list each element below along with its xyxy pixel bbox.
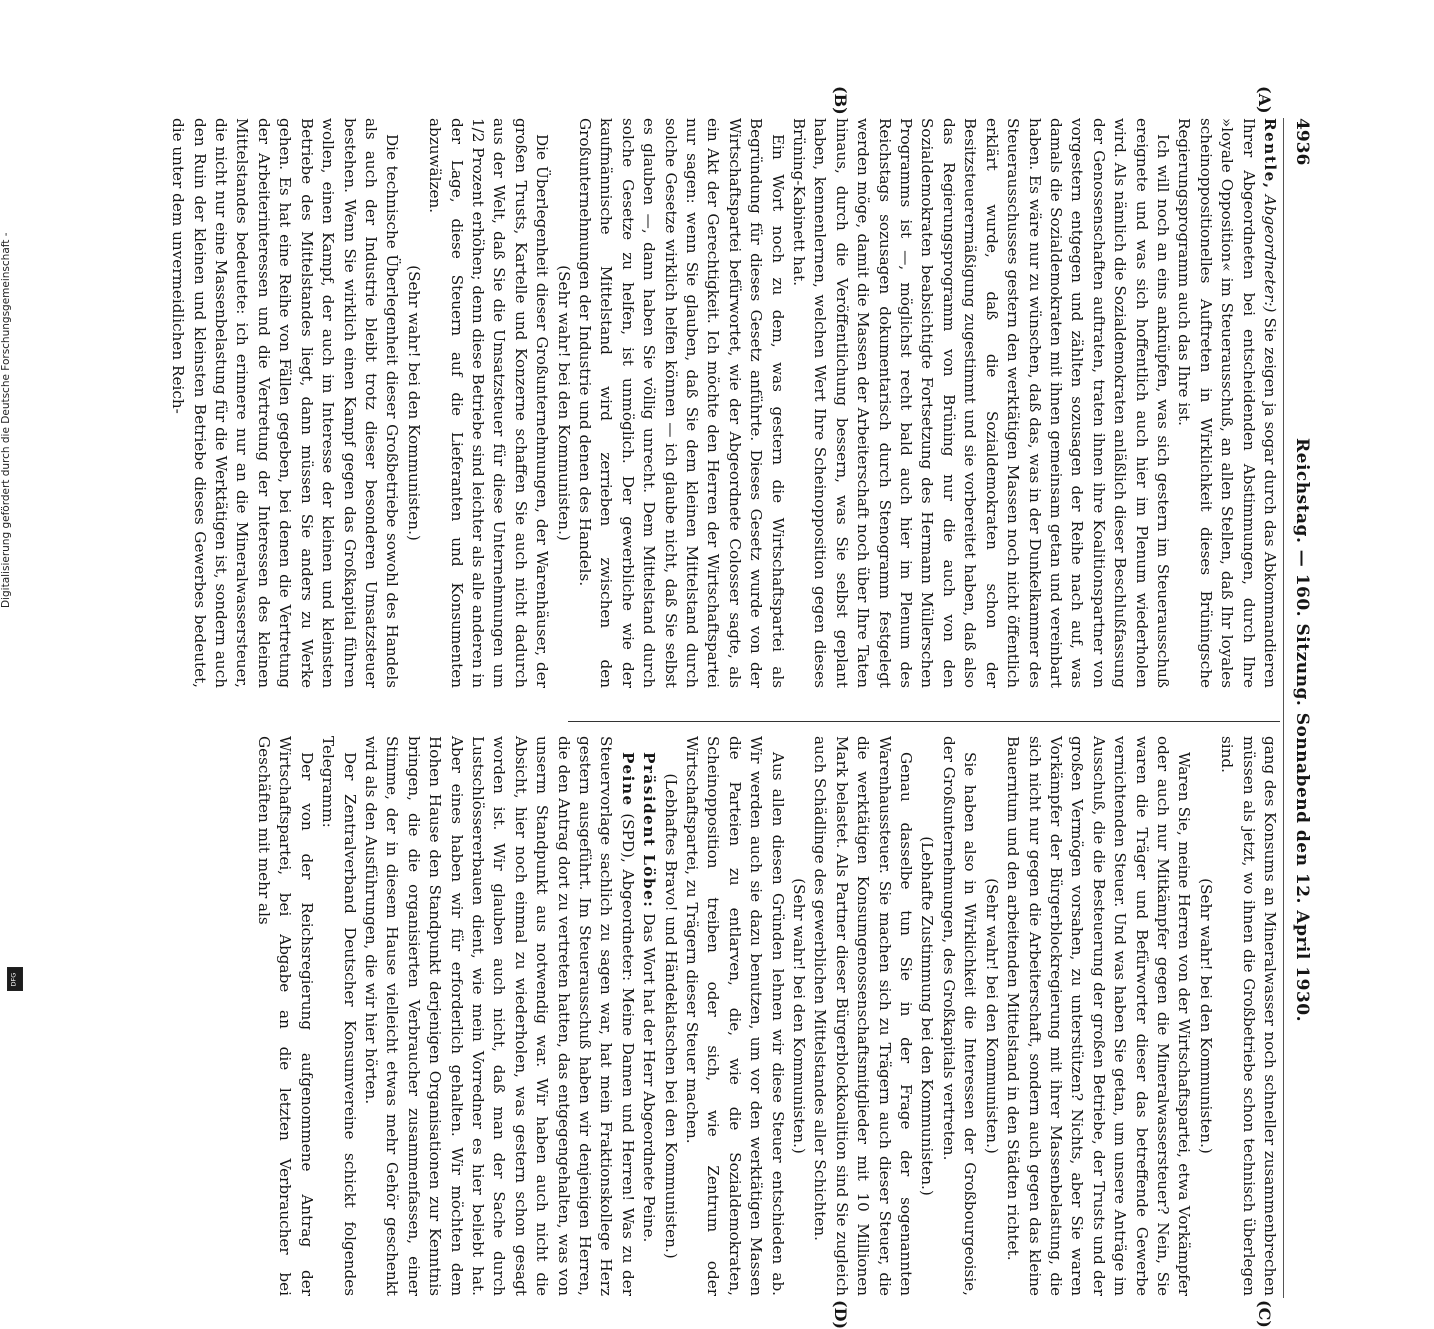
paragraph-text: (SPD), Abgeordneter: Meine Damen und Herren! Was zu der Steuervorlage sachlich zu sagen war, hat mein Fraktionskollege Herz gestern ausgeführt. Im Steuerausschuß haben wir denjenigen Herren, die den Antrag dort zu vertreten hatten, das entgegengehalten, was von unserm Standpunkt aus notwendig war. Wir haben auch nicht die Absicht, hier noch einmal zu wiederholen, was gestern schon gesagt worden ist. Wir glauben auch nicht, daß man der Sache durch Lustschlössererbauen dient, wie mein Vorredner es hier beliebt hat. Aber eines haben wir für erforderlich gehalten. Wir möchten dem Hohen Hause den Standpunkt derjenigen Organisationen zur Kenntnis bringen, die die organisierten Verbraucher zusammenfassen, einer Stimme, der in diesem Hause vielleicht etwas mehr Gehör geschenkt wird als den Ausführungen, die wir hier hörten. xyxy=(361,736,637,1296)
right-text-column xyxy=(254,736,1280,1296)
margin-mark-d: (D) xyxy=(831,1300,850,1329)
paragraph-text: Das Wort hat der Herr Abgeordnete Peine. xyxy=(640,913,659,1243)
left-text-column xyxy=(169,118,1280,689)
dfg-logo-icon xyxy=(7,967,23,991)
paragraph: Genau dasselbe tun Sie in der Frage der sogenannten Warenhaussteuer. Sie machen sich zu Trägern auch dieser Steuer, die die werktätigen Konsumgenossenschaftsmitglieder mit 10 Millionen Mark belastet. Als Partner dieser Bürgerblockkoalition sind Sie zugleich auch Schädlinge des gewerblichen Mittelstandes aller Schichten. xyxy=(811,736,916,1296)
paragraph: Der Zentralverband Deutscher Konsumvereine schickt folgendes Telegramm: xyxy=(319,736,359,1296)
interjection: (Sehr wahr! bei den Kommunisten.) xyxy=(404,265,423,541)
paragraph: Die technische Überlegenheit dieser Großbetriebe sowohl des Handels als auch der Industrie bleibt trotz dieser besonderen Umsatzsteuer bestehen. Wenn Sie wirklich einen Kampf gegen das Großkapital führen wollen, einen Kampf, der auch im Interesse der kleinen und kleinsten Betriebe des Mittelstandes liegt, dann müssen Sie anders zu Werke gehen. Es hat eine Reihe von Fällen gegeben, bei denen die Vertretung der Arbeiterinteressen und die Vertretung der Interessen des kleinen Mittelstandes bedeutete: ich erinnere nur an die Mineralwassersteuer, die nicht nur eine Massenbelastung für die Werktätigen ist, sondern auch den Ruin der kleinen und kleinsten Betriebe dieses Gewerbes bedeutet, die unter dem unvermeidlichen Reich- xyxy=(169,118,402,688)
paragraph: Die Überlegenheit dieser Großunternehmungen, der Warenhäuser, der großen Trusts, Kartelle und Konzerne schaffen Sie auch nicht dadurch aus der Welt, daß Sie die Umsatzsteuer für diese Unternehmungen um 1/2 Prozent erhöhen; denn diese Betriebe sind leichter als alle anderen in der Lage, diese Steuern auf die Lieferanten und Konsumenten abzuwälzen. xyxy=(426,118,552,688)
header-rule xyxy=(1283,118,1284,1298)
interjection: (Sehr wahr! bei den Kommunisten.) xyxy=(1196,878,1215,1154)
paragraph: Der von der Reichsregierung aufgenommene Antrag der Wirtschaftspartei, bei Abgabe an die letzten Verbraucher bei Geschäften mit mehr als xyxy=(254,736,316,1296)
paragraph: gang des Konsums an Mineralwasser noch schneller zusammenbrechen müssen als jetzt, wo ihnen die Großbetriebe schon technisch überlegen sind. xyxy=(1218,736,1279,1296)
paragraph: Ein Wort noch zu dem, was gestern die Wirtschaftspartei als Begründung für dieses Gesetz anführte. Dieses Gesetz wurde von der Wirtschaftspartei befürwortet, wie der Abgeordnete Colosser sagte, als ein Akt der Gerechtigkeit. Ich möchte den Herren der Wirtschaftspartei nur sagen: wenn Sie glauben, daß Sie dem kleinen Mittelstand durch solche Gesetze wirklich helfen können — ich glaube nicht, daß Sie selbst es glauben —, dann haben Sie völlig unrecht. Dem Mittelstand durch solche Gesetze zu helfen, ist unmöglich. Der gewerbliche wie der kaufmännische Mittelstand wird zerrieben zwischen den Großunternehmungen der Industrie und denen des Handels. xyxy=(576,118,787,688)
dfg-logo-text: DFG xyxy=(9,972,18,987)
paragraph: Waren Sie, meine Herren von der Wirtschaftspartei, etwa Vorkämpfer oder auch nur Mitkämpfer gegen die Mineralwassersteuer? Nein, Sie waren die Träger und Befürworter dieser das betreffende Gewerbe vernichtenden Steuer. Und was haben Sie getan, um unsere Anträge im Ausschuß, die die Besteuerung der großen Betriebe, der Trusts und der großen Vermögen vorsahen, zu unterstützen? Nichts, aber Sie waren Vorkämpfer der Bürgerblockregierung mit ihrer Massenbelastung, die sich nicht nur gegen die Arbeiterschaft, sondern auch gegen das kleine Bauerntum und den arbeitenden Mittelstand in den Städten richtet. xyxy=(1004,736,1194,1296)
paragraph: Sie haben also in Wirklichkeit die Interessen der Großbourgeoisie, der Großunternehmungen, des Großkapitals vertreten. xyxy=(939,736,980,1296)
interjection: (Lebhaftes Bravo! und Händeklatschen bei den Kommunisten.) xyxy=(661,773,680,1259)
paragraph xyxy=(1173,118,1280,688)
paragraph: Aus allen diesen Gründen lehnen wir diese Steuer entschieden ab. Wir werden auch sie dazu benutzen, um vor den werktätigen Massen die Parteien zu entlarven, die, wie die Sozialdemokraten, Scheinopposition treiben oder sich, wie Zentrum oder Wirtschaftspartei, zu Trägern dieser Steuer machen. xyxy=(683,736,787,1296)
margin-mark-a: (A) xyxy=(1255,86,1274,114)
margin-mark-c: (C) xyxy=(1255,1300,1274,1328)
speaker-name: Rentle, xyxy=(1261,118,1279,190)
interjection: (Lebhafte Zustimmung bei den Kommunisten.) xyxy=(918,836,937,1196)
interjection: (Sehr wahr! bei den Kommunisten.) xyxy=(554,265,573,541)
paragraph xyxy=(638,736,659,1296)
interjection: (Sehr wahr! bei den Kommunisten.) xyxy=(790,878,809,1154)
margin-mark-b: (B) xyxy=(831,86,850,115)
page-number: 4936 xyxy=(1292,118,1312,166)
page-running-title: Reichstag. — 160. Sitzung. Sonnabend den 12. April 1930. xyxy=(1292,438,1312,1022)
paragraph-text: Sie zeigen ja sogar durch das Abkommandieren Ihrer Abgeordneten bei entscheidenden Abstimmungen, durch Ihre »loyale Opposition« im Steuerausschuß, an allen Stellen, daß Ihr loyales scheinoppositionelles Auftreten in Wirklichkeit dieses Brüningsche Regierungsprogramm auch das Ihre ist. xyxy=(1175,118,1279,689)
paragraph xyxy=(360,736,638,1296)
interjection: (Sehr wahr! bei den Kommunisten.) xyxy=(982,878,1001,1154)
digitization-credit: Digitalisierung gefördert durch die Deutsche Forschungsgemeinschaft - xyxy=(0,232,12,608)
speaker-name: Peine xyxy=(618,752,637,807)
paragraph: Ich will noch an eins anknüpfen, was sich gestern im Steuerausschuß ereignete und was sich hoffentlich auch hier im Plenum wiederholen wird. Als nämlich die Sozialdemokraten anläßlich dieser Beschlußfassung der Genossenschaften auftraten, traten ihnen ihre Koalitionspartner von vorgestern entgegen und zählten sozusagen der Reihe nach auf, was damals die Sozialdemokraten mit ihnen gemeinsam getan und vereinbart haben. Es wäre nur zu wünschen, daß das, was in der Dunkelkammer des Steuerausschusses gestern den werktätigen Massen noch nicht öffentlich erklärt wurde, daß die Sozialdemokraten schon der Besitzsteuerermäßigung zugestimmt und sie vorbereitet haben, daß also das Regierungsprogramm von Brüning nur die auch von den Sozialdemokraten beabsichtigte Fortsetzung des Hermann Müllerschen Programms ist —, möglichst recht bald auch hier im Plenum des Reichstags sozusagen dokumentarisch durch Stenogramm festgelegt werden möge, damit die Massen der Arbeiterschaft noch über Ihre Taten hinaus, durch die Veröffentlichung bessern, was Sie selbst geplant haben, kennenlernen, welchen Wert Ihre Scheinopposition gegen dieses Brüning-Kabinett hat. xyxy=(790,118,1172,688)
speaker-name: Präsident Löbe: xyxy=(640,752,659,909)
column-divider xyxy=(568,721,1280,722)
page-header xyxy=(1284,118,1312,1298)
speaker-role: Abgeordneter:) xyxy=(1261,194,1279,313)
